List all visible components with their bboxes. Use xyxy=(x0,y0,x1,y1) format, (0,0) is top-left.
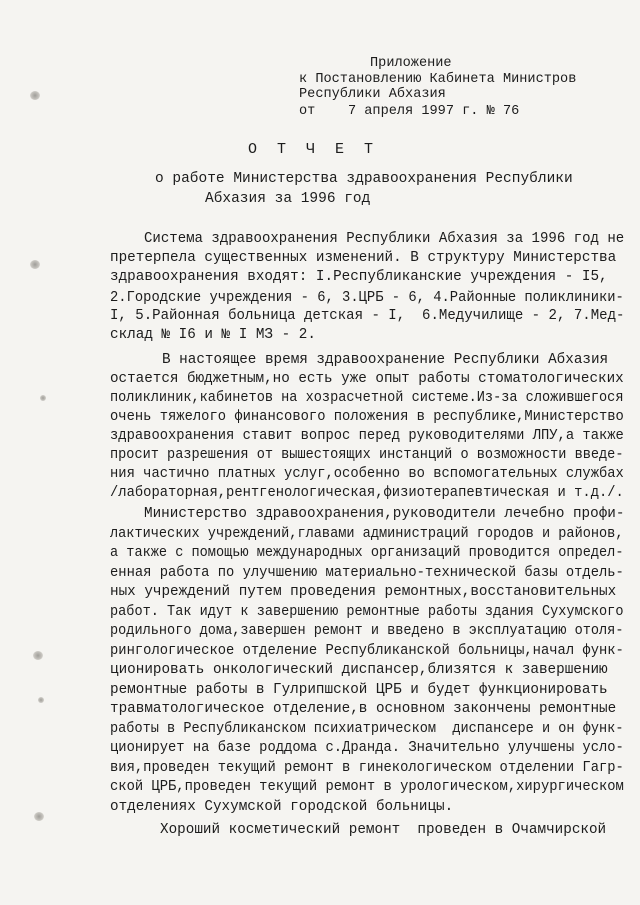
document-title: ОТЧЕТ xyxy=(248,141,394,158)
body-line: /лабораторная,рентгенологическая,физиотерапевтическая и т.д./. xyxy=(110,485,624,501)
body-line: просит разрешения от вышестоящих инстанций о возможности введе- xyxy=(110,447,624,463)
body-line: а также с помощью международных организаций проводится определ- xyxy=(110,545,624,561)
punch-hole-mark xyxy=(30,91,40,100)
body-line: 2.Городские учреждения - 6, 3.ЦРБ - 6, 4.Районные поликлиники- xyxy=(110,290,624,306)
body-line: травматологическое отделение,в основном закончены ремонтные xyxy=(110,701,617,717)
body-line: вия,проведен текущий ремонт в гинекологическом отделении Гагр- xyxy=(110,760,624,776)
body-line: Хороший косметический ремонт проведен в Очамчирской xyxy=(160,822,607,838)
punch-hole-mark xyxy=(34,812,44,821)
body-line: В настоящее время здравоохранение Республики Абхазия xyxy=(162,352,609,368)
body-line: енная работа по улучшению материально-технической базы отдель- xyxy=(110,565,624,581)
document-subtitle-line-1: о работе Министерства здравоохранения Республики xyxy=(155,171,573,187)
header-date: от 7 апреля 1997 г. № 76 xyxy=(299,104,520,119)
body-line: работы в Республиканском психиатрическом диспансере и он функ- xyxy=(110,721,624,737)
body-line: родильного дома,завершен ремонт и введено в эксплуатацию отоля- xyxy=(110,623,624,639)
body-line: очень тяжелого финансового положения в республике,Министерство xyxy=(110,409,624,425)
document-subtitle-line-2: Абхазия за 1996 год xyxy=(205,191,371,207)
body-line: поликлиник,кабинетов на хозрасчетной системе.Из-за сложившегося xyxy=(110,390,624,406)
body-line: ных учреждений путем проведения ремонтных,восстановительных xyxy=(110,584,617,600)
body-line: рингологическое отделение Республиканской больницы,начал функ- xyxy=(110,643,624,659)
punch-hole-mark xyxy=(40,395,46,401)
body-line: ремонтные работы в Гулрипшской ЦРБ и будет функционировать xyxy=(110,682,608,698)
body-line: ционирует на базе роддома с.Драндa. Значительно улучшены усло- xyxy=(110,740,624,756)
punch-hole-mark xyxy=(38,697,44,703)
header-resolution: к Постановлению Кабинета Министров xyxy=(299,72,577,87)
body-line: Министерство здравоохранения,руководители лечебно профи- xyxy=(144,506,625,522)
body-line: ния частично платных услуг,особенно во вспомогательных службах xyxy=(110,466,624,482)
body-line: остается бюджетным,но есть уже опыт работы стоматологических xyxy=(110,371,624,387)
header-republic: Республики Абхазия xyxy=(299,87,446,102)
body-line: здравоохранения ставит вопрос перед руководителями ЛПУ,а также xyxy=(110,428,624,444)
punch-hole-mark xyxy=(33,651,43,660)
body-line: I, 5.Районная больница детская - I, 6.Медучилище - 2, 7.Мед- xyxy=(110,308,625,324)
body-line: ционировать онкологический диспансер,близятся к завершению xyxy=(110,662,608,678)
body-line: работ. Так идут к завершению ремонтные работы здания Сухумского xyxy=(110,604,624,620)
header-appendix: Приложение xyxy=(370,56,452,71)
body-line: претерпела существенных изменений. В структуру Министерства xyxy=(110,250,617,266)
body-line: здравоохранения входят: I.Республиканские учреждения - I5, xyxy=(110,269,608,285)
body-line: лактических учреждений,главами администраций городов и районов, xyxy=(110,526,624,542)
body-line: Система здравоохранения Республики Абхазия за 1996 год не xyxy=(144,231,625,247)
body-line: ской ЦРБ,проведен текущий ремонт в урологическом,хирургическом xyxy=(110,779,624,795)
punch-hole-mark xyxy=(30,260,40,269)
body-line: отделениях Сухумской городской больницы. xyxy=(110,799,454,815)
body-line: склад № I6 и № I МЗ - 2. xyxy=(110,327,316,343)
